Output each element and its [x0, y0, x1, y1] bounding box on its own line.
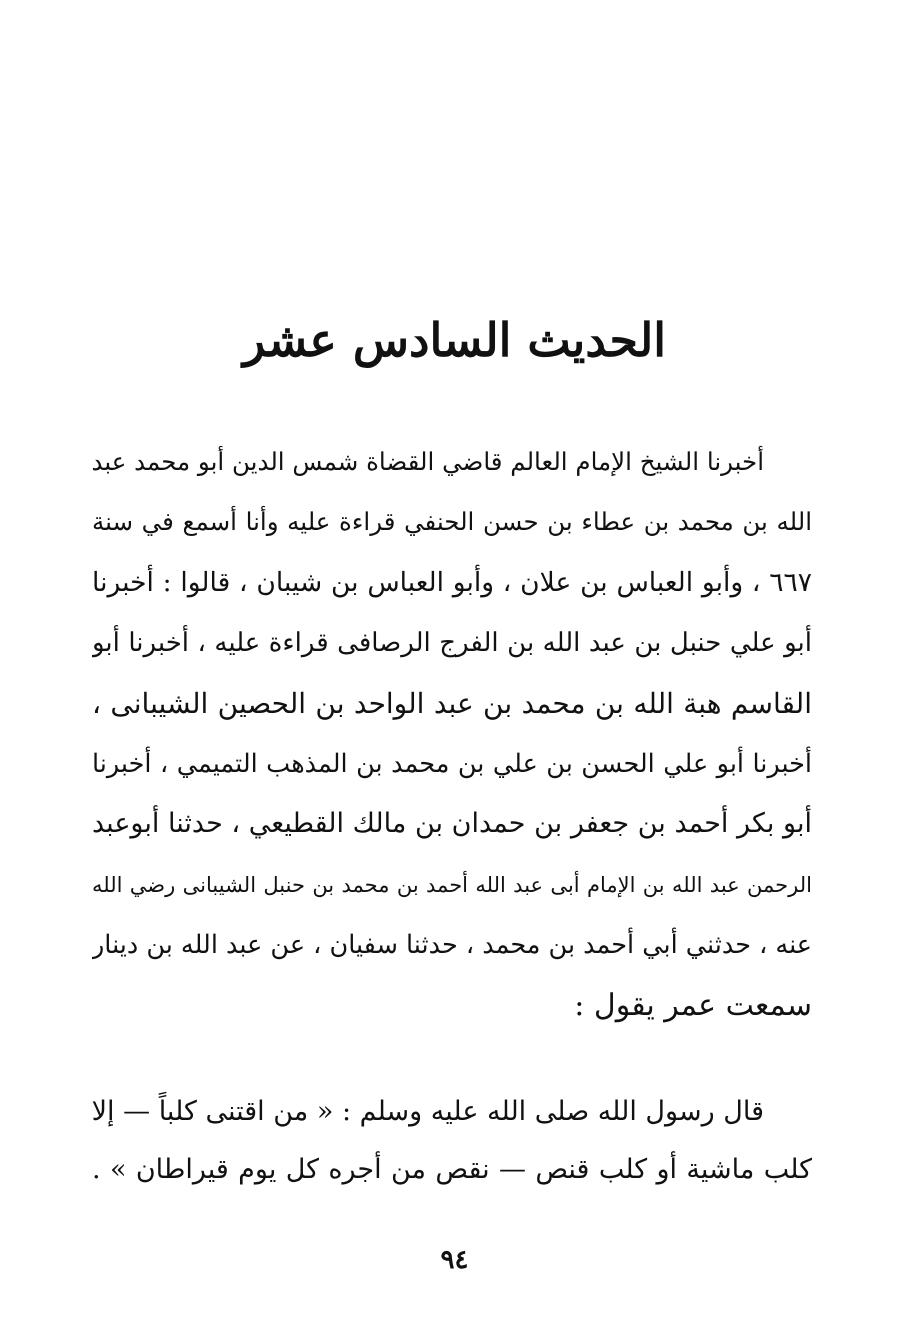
isnad-line: سمعت عمر يقول :: [574, 987, 812, 1023]
page-number: ٩٤: [440, 1245, 469, 1275]
isnad-paragraph: [92, 432, 812, 1036]
isnad-line: الرحمن عبد الله بن الإمام أبى عبد الله أحمد بن محمد بن حنبل الشيبانى رضي الله: [92, 872, 812, 897]
isnad-line: أخبرنا أبو علي الحسن بن علي بن محمد بن المذهب التميمي ، أخبرنا: [92, 748, 812, 779]
isnad-line: أبو بكر أحمد بن جعفر بن حمدان بن مالك القطيعي ، حدثنا أبوعبد: [92, 808, 812, 840]
isnad-line: ٦٦٧ ، وأبو العباس بن علان ، وأبو العباس بن شيبان ، قالوا : أخبرنا: [92, 566, 812, 598]
hadith-text-paragraph: [92, 1083, 812, 1199]
hadith-text-line: كلب ماشية أو كلب قنص — نقص من أجره كل يوم قيراطان » .: [92, 1154, 812, 1185]
isnad-line: الله بن محمد بن عطاء بن حسن الحنفي قراءة عليه وأنا أسمع في سنة: [92, 507, 812, 537]
isnad-line: أبو علي حنبل بن عبد الله بن الفرج الرصافى قراءة عليه ، أخبرنا أبو: [92, 628, 812, 659]
isnad-line: القاسم هبة الله بن محمد بن عبد الواحد بن الحصين الشيبانى ،: [92, 686, 812, 720]
isnad-line: عنه ، حدثني أبي أحمد بن محمد ، حدثنا سفيان ، عن عبد الله بن دينار: [92, 930, 812, 961]
chapter-title: الحديث السادس عشر: [243, 313, 666, 367]
hadith-text-line: قال رسول الله صلى الله عليه وسلم : « من اقتنى كلباً — إلا: [92, 1096, 764, 1127]
isnad-line: أخبرنا الشيخ الإمام العالم قاضي القضاة شمس الدين أبو محمد عبد: [92, 447, 764, 476]
